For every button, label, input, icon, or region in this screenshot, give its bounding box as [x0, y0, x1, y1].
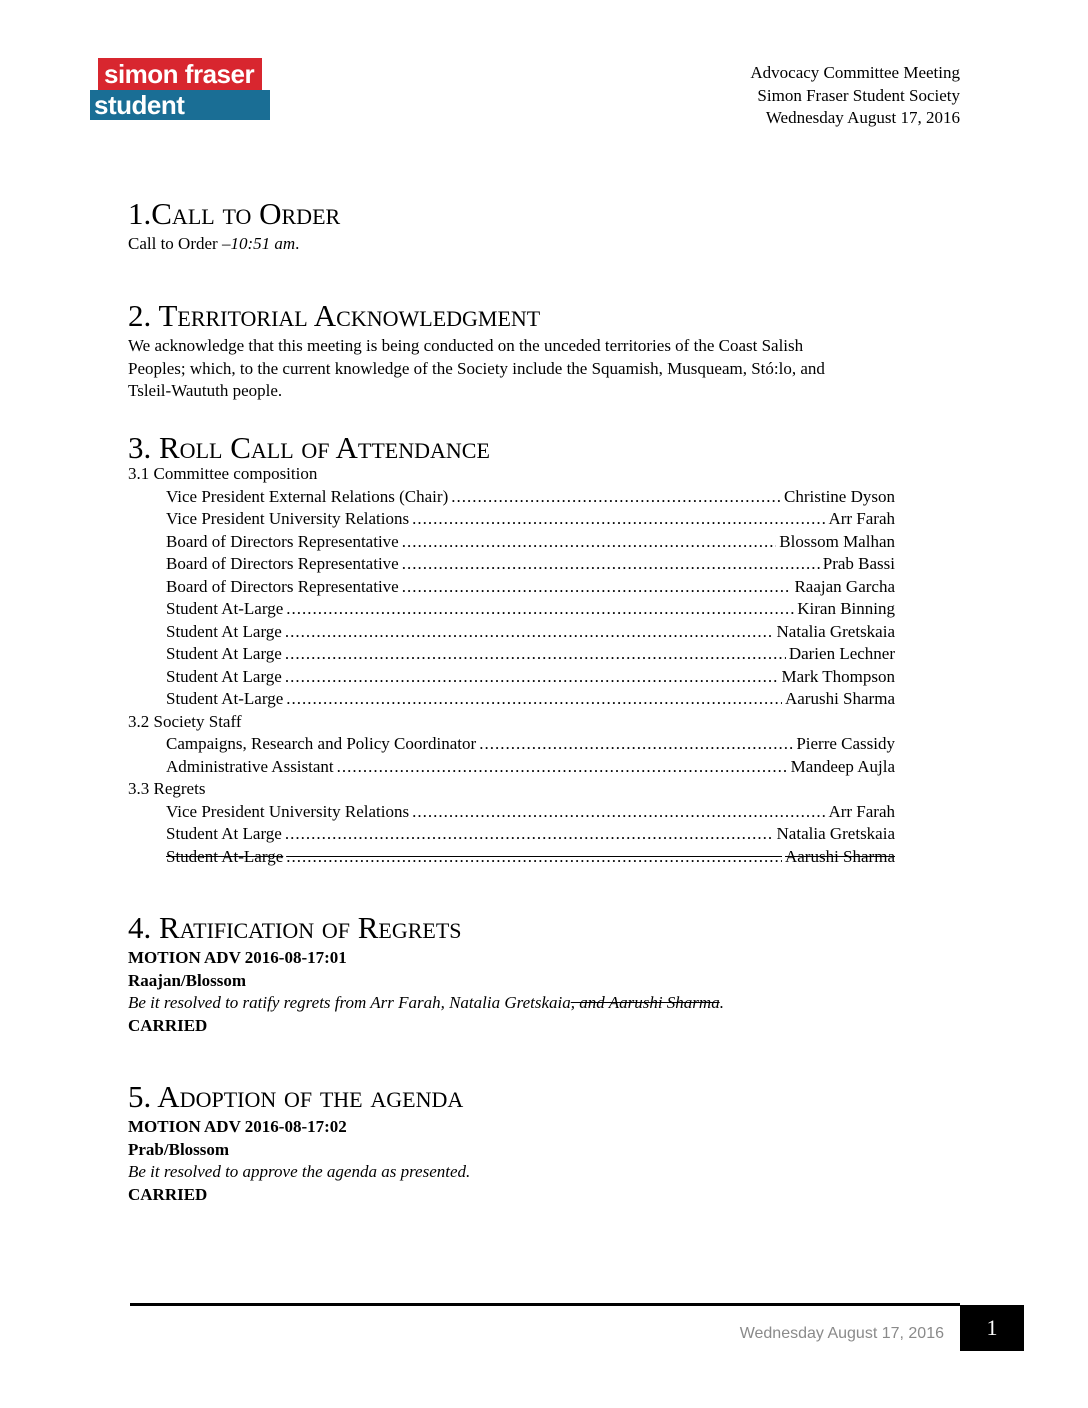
regrets-row	[166, 823, 895, 846]
attendance-role: Student At-Large	[166, 689, 284, 708]
acknowledgment-line-2: Peoples; which, to the current knowledge of the Society include the Squamish, Musqueam, Stó:lo, and	[128, 358, 825, 378]
attendance-row	[166, 598, 895, 621]
attendance-role: Student At Large	[166, 621, 282, 641]
staff-role: Campaigns, Research and Policy Coordinator	[166, 734, 477, 753]
attendance-row	[166, 666, 895, 689]
page-number: 1	[960, 1305, 1024, 1351]
regrets-label: 3.3 Regrets	[128, 779, 206, 798]
motion-movers: Raajan/Blossom	[128, 970, 247, 990]
regrets-role: Student At-Large	[166, 846, 284, 866]
attendance-row	[166, 486, 895, 509]
dot-leader	[285, 666, 779, 689]
attendance-name: Arr Farah	[828, 509, 895, 528]
regrets-name: Arr Farah	[828, 801, 895, 821]
attendance-name: Blossom Malhan	[779, 531, 895, 551]
document-header	[750, 62, 960, 130]
logo-line-1: simon fraser	[98, 58, 262, 90]
attendance-role: Student At-Large	[166, 599, 284, 618]
call-to-order-text	[128, 233, 299, 256]
regrets-row	[166, 801, 895, 824]
footer-divider	[130, 1303, 960, 1306]
acknowledgment-line-1: We acknowledge that this meeting is being conducted on the unceded territories of the Coast Salish	[128, 336, 804, 355]
dot-leader	[412, 801, 825, 824]
header-meeting-title: Advocacy Committee Meeting	[750, 63, 960, 82]
sfss-logo	[90, 58, 270, 150]
section-5-heading: 5. Adoption of the agenda	[128, 1079, 464, 1114]
committee-composition-label: 3.1 Committee composition	[128, 464, 318, 483]
attendance-role: Board of Directors Representative	[166, 554, 399, 573]
call-to-order-label: Call to Order	[128, 234, 222, 253]
staff-role: Administrative Assistant	[166, 756, 334, 776]
attendance-name: Natalia Gretskaia	[776, 621, 895, 641]
attendance-row	[166, 531, 895, 554]
dot-leader	[402, 531, 777, 554]
dot-leader	[451, 486, 781, 509]
staff-row	[166, 756, 895, 779]
attendance-name: Aarushi Sharma	[784, 689, 895, 708]
attendance-role: Vice President External Relations (Chair)	[166, 486, 449, 506]
resolution-period: .	[719, 993, 724, 1012]
attendance-name: Darien Lechner	[788, 644, 895, 663]
attendance-row	[166, 688, 895, 711]
header-date: Wednesday August 17, 2016	[765, 108, 960, 127]
resolution-struck-text: , and Aarushi Sharma	[570, 993, 720, 1012]
dot-leader	[479, 733, 793, 756]
dot-leader	[285, 643, 786, 666]
attendance-name: Christine Dyson	[784, 486, 895, 506]
staff-row	[166, 733, 895, 756]
motion-resolution: Be it resolved to approve the agenda as presented.	[128, 1162, 471, 1181]
motion-movers: Prab/Blossom	[128, 1139, 230, 1159]
acknowledgment-line-3: Tsleil-Waututh people.	[128, 381, 283, 400]
attendance-row	[166, 576, 895, 599]
attendance-name: Kiran Binning	[797, 599, 895, 618]
section-3-heading: 3. Roll Call of Attendance	[128, 430, 490, 465]
header-organization: Simon Fraser Student Society	[757, 85, 960, 105]
section-4-heading: 4. Ratification of Regrets	[128, 910, 462, 945]
attendance-role: Board of Directors Representative	[166, 576, 399, 596]
motion-number: MOTION ADV 2016-08-17:02	[128, 1117, 347, 1136]
attendance-row	[166, 508, 895, 531]
regrets-role: Student At Large	[166, 824, 282, 843]
footer-date: Wednesday August 17, 2016	[739, 1325, 944, 1342]
logo-line-2: student society	[90, 90, 270, 120]
section-2-heading: 2. Territorial Acknowledgment	[128, 298, 541, 333]
regrets-role: Vice President University Relations	[166, 801, 410, 821]
attendance-role: Board of Directors Representative	[166, 531, 399, 551]
motion-result: CARRIED	[128, 1015, 208, 1035]
attendance-role: Student At Large	[166, 644, 282, 663]
dot-leader	[286, 598, 794, 621]
regrets-name: Aarushi Sharma	[784, 846, 895, 866]
dot-leader	[412, 508, 825, 531]
attendance-name: Prab Bassi	[822, 554, 895, 573]
resolution-text: Be it resolved to ratify regrets from Arr Farah, Natalia Gretskaia	[128, 993, 571, 1012]
staff-name: Mandeep Aujla	[790, 756, 895, 776]
dot-leader	[286, 846, 782, 869]
staff-name: Pierre Cassidy	[796, 734, 895, 753]
dot-leader	[337, 756, 788, 779]
dot-leader	[402, 553, 820, 576]
attendance-role: Student At Large	[166, 666, 282, 686]
section-1-heading: 1.Call to Order	[128, 196, 341, 231]
attendance-row	[166, 553, 895, 576]
motion-result: CARRIED	[128, 1184, 208, 1204]
call-to-order-period: .	[295, 234, 300, 253]
attendance-name: Raajan Garcha	[794, 576, 895, 596]
dot-leader	[285, 621, 774, 644]
dot-leader	[402, 576, 792, 599]
attendance-role: Vice President University Relations	[166, 509, 410, 528]
dot-leader	[286, 688, 782, 711]
attendance-row	[166, 643, 895, 666]
call-to-order-time: –10:51 am	[221, 234, 296, 253]
regrets-name: Natalia Gretskaia	[776, 824, 895, 843]
attendance-row	[166, 621, 895, 644]
society-staff-label: 3.2 Society Staff	[128, 711, 242, 731]
attendance-name: Mark Thompson	[781, 666, 895, 686]
regrets-row-struck	[166, 846, 895, 869]
dot-leader	[285, 823, 774, 846]
motion-number: MOTION ADV 2016-08-17:01	[128, 948, 347, 967]
motion-resolution	[128, 992, 724, 1015]
